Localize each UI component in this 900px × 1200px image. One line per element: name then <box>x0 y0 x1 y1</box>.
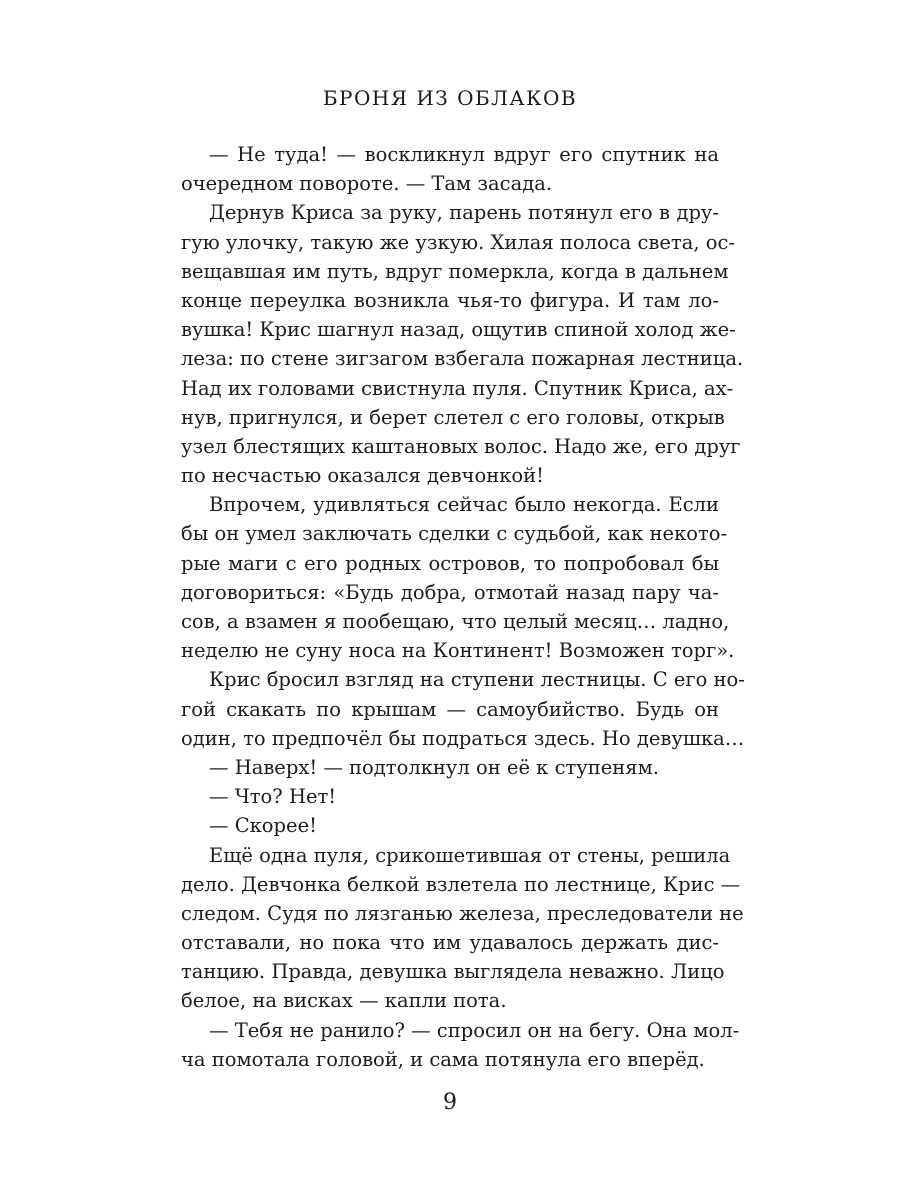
text-line: Дернув Криса за руку, парень потянул его в дру- <box>209 201 719 225</box>
body-text <box>181 140 745 1074</box>
text-line: Над их головами свистнула пуля. Спутник Криса, ах- <box>181 376 734 400</box>
text-line: один, то предпочёл бы подраться здесь. Но девушка… <box>181 726 745 750</box>
text-line: — Не туда! — воскликнул вдруг его спутник на <box>209 143 719 166</box>
text-line: Впрочем, удивляться сейчас было некогда. Если <box>209 493 719 517</box>
paragraph <box>181 140 719 198</box>
text-line: конце переулка возникла чья-то фигура. И там ло- <box>181 288 719 312</box>
paragraph <box>181 753 719 782</box>
text-line: нув, пригнулся, и берет слетел с его головы, открыв <box>181 405 725 429</box>
text-line: — Скорее! <box>209 814 317 838</box>
text-line: танцию. Правда, девушка выглядела неважно. Лицо <box>181 960 725 984</box>
text-line: бы он умел заключать сделки с судьбой, как некото- <box>181 522 728 546</box>
text-line: неделю не суну носа на Континент! Возможен торг». <box>181 639 735 663</box>
paragraph <box>181 665 745 753</box>
running-head-title: БРОНЯ ИЗ ОБЛАКОВ <box>322 86 578 110</box>
text-line: очередном повороте. — Там засада. <box>181 172 553 196</box>
text-line: следом. Судя по лязганью железа, преследователи не <box>181 901 744 925</box>
text-line: сов, а взамен я пообещаю, что целый месяц… ладно, <box>181 610 730 633</box>
text-line: Крис бросил взгляд на ступени лестницы. С его но- <box>209 668 745 692</box>
text-line: вушка! Крис шагнул назад, ощутив спиной холод же- <box>181 318 736 342</box>
text-line: — Наверх! — подтолкнул он её к ступеням. <box>209 755 659 779</box>
text-line: — Тебя не ранило? — спросил он на бегу. Она мол- <box>209 1018 740 1042</box>
text-line: ча помотала головой, и сама потянула его вперёд. <box>181 1047 705 1071</box>
text-line: договориться: «Будь добра, отмотай назад пару ча- <box>181 580 719 604</box>
paragraph <box>181 811 719 840</box>
text-line: узел блестящих каштановых волос. Надо же, его друг <box>181 434 741 458</box>
text-line: дело. Девчонка белкой взлетела по лестнице, Крис — <box>181 872 741 896</box>
text-line: Ещё одна пуля, срикошетившая от стены, решила <box>209 843 731 867</box>
text-line: леза: по стене зигзагом взбегала пожарная лестница. <box>181 347 744 371</box>
text-line: белое, на висках — капли пота. <box>181 989 507 1013</box>
paragraph <box>181 841 744 1016</box>
text-line: гую улочку, такую же узкую. Хилая полоса света, ос- <box>181 230 735 254</box>
text-line: отставали, но пока что им удавалось держать дис- <box>181 931 719 955</box>
paragraph <box>181 782 719 811</box>
text-line: гой скакать по крышам — самоубийство. Будь он <box>181 697 719 721</box>
paragraph <box>181 490 735 665</box>
text-line: — Что? Нет! <box>209 785 337 809</box>
text-line: вещавшая им путь, вдруг померкла, когда в дальнем <box>181 259 729 283</box>
paragraph <box>181 198 744 490</box>
text-line: по несчастью оказался девчонкой! <box>181 464 544 488</box>
page-number: 9 <box>443 1090 457 1115</box>
paragraph <box>181 1016 740 1074</box>
text-line: рые маги с его родных островов, то попробовал бы <box>181 551 719 575</box>
